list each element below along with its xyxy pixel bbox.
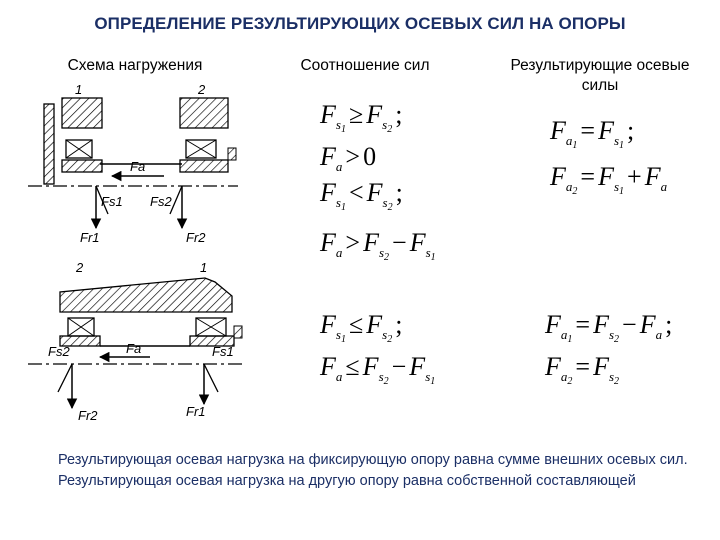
column-header-result: Результирующие осевые силы [510, 57, 690, 94]
case-1-ratio-formula-b: $F_a > 0$ [320, 142, 377, 174]
scheme-1-fa-label: Fa [130, 159, 146, 174]
scheme-1-support-left-number: 1 [75, 82, 83, 97]
scheme-1-support-right-number: 2 [198, 82, 206, 97]
case-1-ratio-formula-c: $F_{s_1}< F_{s_2}$; [320, 178, 403, 213]
scheme-2-fs2-label: Fs2 [48, 344, 70, 359]
scheme-1-fs1-label: Fs1 [101, 194, 123, 209]
scheme-1-fs2-label: Fs2 [150, 194, 172, 209]
column-header-ratio: Соотношение сил [300, 57, 430, 74]
scheme-2-support-right-number: 1 [200, 260, 208, 275]
case-2-ratio-formula-b: $F_a \le F_{s_2}- F_{s_1}$ [320, 352, 436, 387]
scheme-1-fr1-label: Fr1 [80, 230, 100, 245]
scheme-2-fr2-label: Fr2 [78, 408, 98, 423]
scheme-2-fs1-label: Fs1 [212, 344, 234, 359]
column-header-scheme: Схема нагружения [67, 57, 203, 74]
case-1-ratio-formula-a: $F_{s_1}\ge F_{s_2}$; [320, 100, 403, 135]
note-other-support: Результирующая осевая нагрузка на другую опору равна собственной составляющей [58, 473, 636, 489]
case-2-result-formula-b: $F_{a_2}= F_{s_2}$ [545, 352, 620, 387]
scheme-1-fr2-label: Fr2 [186, 230, 206, 245]
case-1-ratio-formula-d: $F_a > F_{s_2}- F_{s_1}$ [320, 228, 436, 263]
support-1-bearing-scheme-2 [190, 318, 242, 346]
case-2-ratio-formula-a: $F_{s_1}\le F_{s_2}$; [320, 310, 403, 345]
scheme-2-fa-label: Fa [126, 341, 142, 356]
case-2-result-formula-a: $F_{a_1}= F_{s_2}- F_a$ ; [545, 310, 673, 345]
support-2-bearing-scheme-2 [60, 318, 100, 346]
scheme-2-fr1-label: Fr1 [186, 404, 206, 419]
note-fixing-support: Результирующая осевая нагрузка на фиксирующую опору равна сумме внешних осевых сил. [58, 452, 688, 468]
support-2-bearing [180, 98, 236, 172]
support-1-bearing [44, 98, 102, 184]
page-title: ОПРЕДЕЛЕНИЕ РЕЗУЛЬТИРУЮЩИХ ОСЕВЫХ СИЛ НА ОПОРЫ [94, 14, 626, 33]
case-1-result-formula-a: $F_{a_1}= F_{s_1}$; [550, 116, 635, 151]
case-1-result-formula-b: $F_{a_2}= F_{s_1}+ F_a$ [550, 162, 668, 197]
explanation-notes [30, 450, 690, 492]
scheme-2-support-left-number: 2 [76, 260, 84, 275]
